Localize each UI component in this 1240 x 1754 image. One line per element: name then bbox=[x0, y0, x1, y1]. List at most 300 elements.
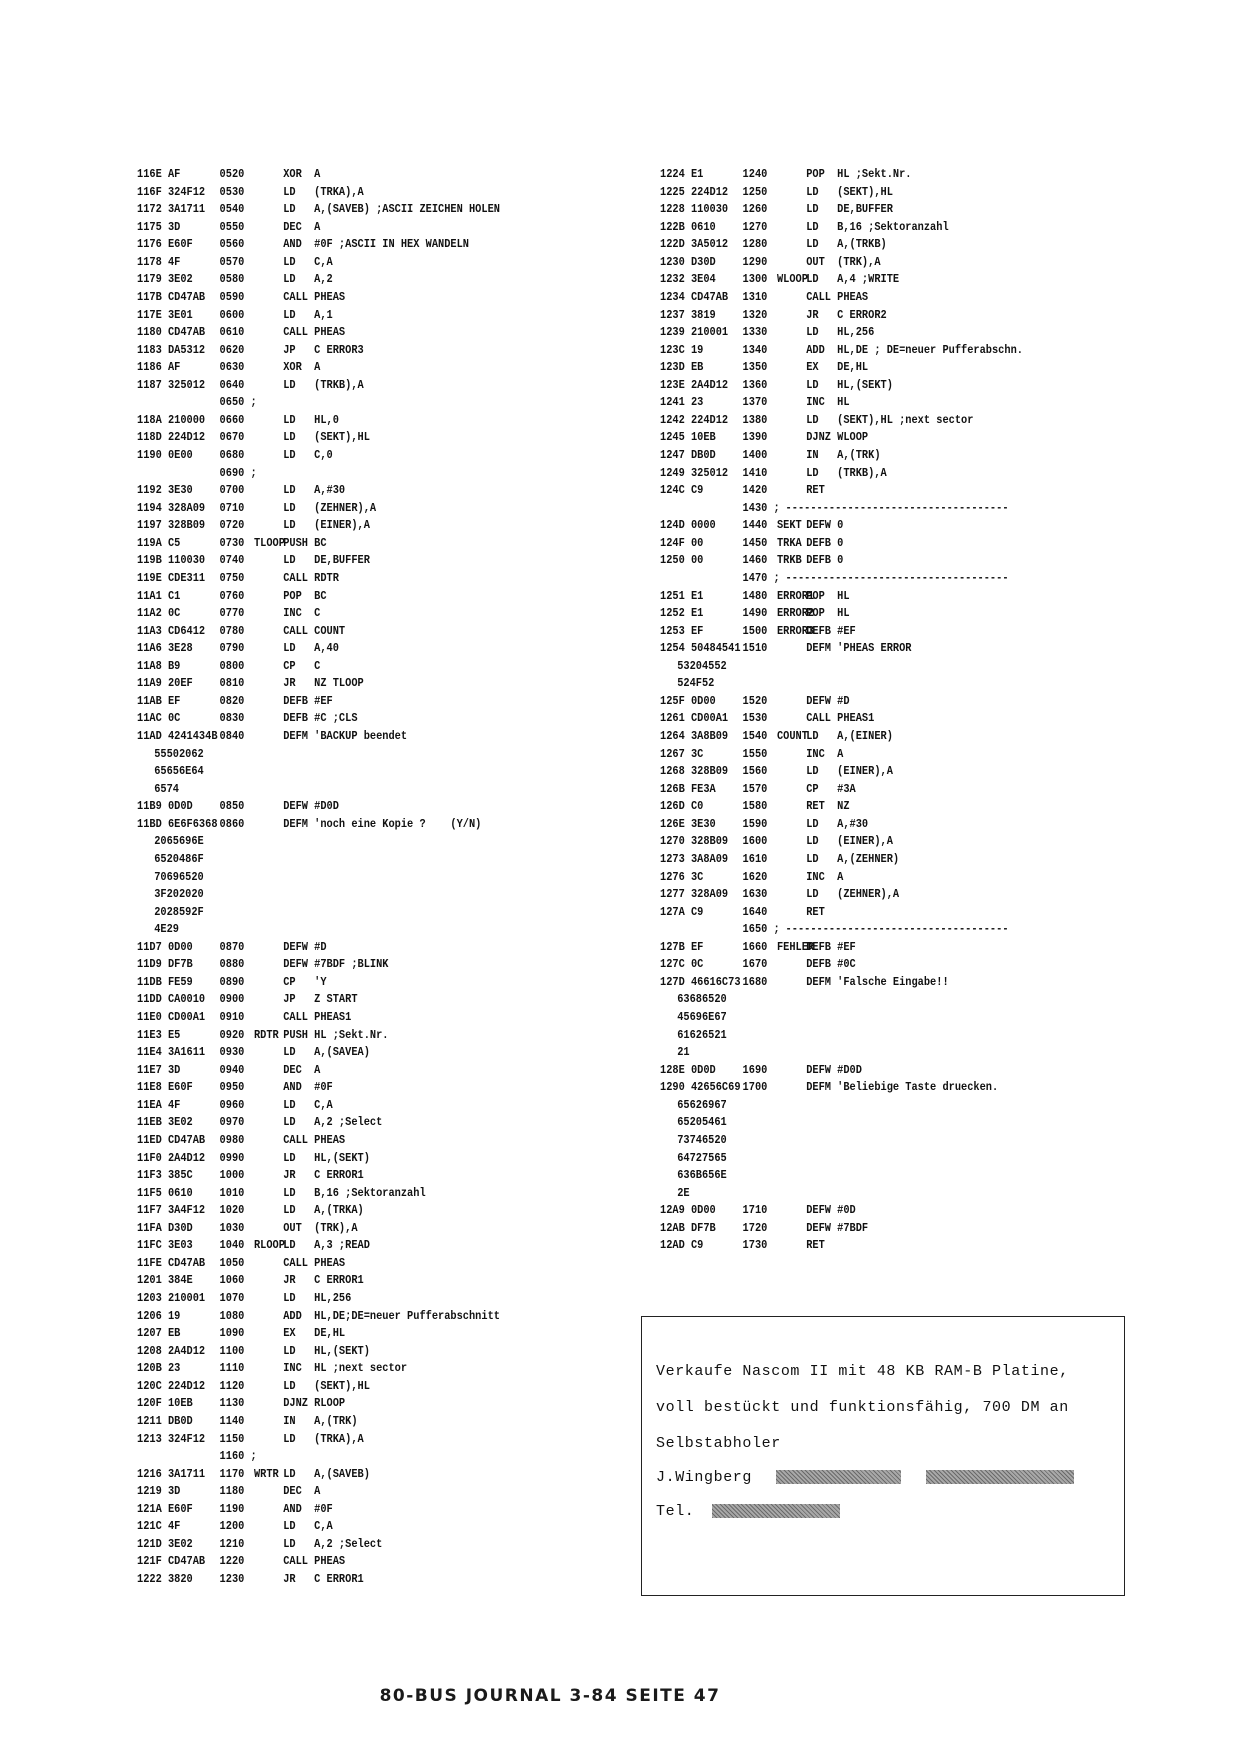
object-code: 11A2 0C bbox=[137, 606, 181, 621]
instruction: POP BC bbox=[283, 588, 327, 603]
object-code: 1268 328B09 bbox=[660, 764, 729, 779]
instruction: JR C ERROR1 bbox=[283, 1572, 364, 1586]
ad-line-3: Selbstabholer bbox=[656, 1435, 781, 1452]
line-number: 0850 bbox=[219, 799, 245, 814]
instruction: AND #0F ;ASCII IN HEX WANDELN bbox=[283, 237, 470, 252]
line-number: 1000 bbox=[219, 1168, 245, 1183]
line-number: 1640 bbox=[742, 904, 768, 919]
object-code-continuation: 21 bbox=[677, 1045, 690, 1060]
line-number: 0690 ; bbox=[219, 465, 257, 480]
instruction: XOR A bbox=[283, 360, 321, 375]
instruction: LD A,(EINER) bbox=[806, 729, 893, 743]
instruction: PUSH HL ;Sekt.Nr. bbox=[283, 1027, 389, 1042]
instruction: LD A,(SAVEA) bbox=[283, 1045, 370, 1060]
line-number: 0570 bbox=[219, 254, 245, 269]
instruction: DEFM 'noch eine Kopie ? (Y/N) bbox=[283, 816, 482, 831]
instruction: LD (EINER),A bbox=[806, 834, 893, 849]
object-code: 1241 23 bbox=[660, 395, 704, 410]
object-code: 121F CD47AB bbox=[137, 1554, 206, 1569]
instruction: POP HL ;Sekt.Nr. bbox=[806, 167, 912, 181]
line-number: 0660 bbox=[219, 412, 245, 427]
instruction: LD A,1 bbox=[283, 307, 333, 322]
instruction: CALL PHEAS1 bbox=[283, 1010, 352, 1024]
line-number: 0750 bbox=[219, 570, 245, 585]
instruction: DEFW #D bbox=[806, 693, 850, 708]
object-code: 11D9 DF7B bbox=[137, 957, 193, 972]
instruction: INC HL ;next sector bbox=[283, 1361, 408, 1376]
instruction: LD (TRKA),A bbox=[283, 184, 364, 199]
object-code: 11E8 E60F bbox=[137, 1080, 193, 1095]
line-number: 1420 bbox=[742, 483, 768, 498]
object-code: 11A3 CD6412 bbox=[137, 623, 206, 638]
instruction: AND #0F bbox=[283, 1080, 333, 1095]
instruction: IN A,(TRK) bbox=[283, 1413, 358, 1428]
object-code-continuation: 64727565 bbox=[677, 1150, 727, 1165]
line-number: 1700 bbox=[742, 1080, 768, 1095]
line-number: 1250 bbox=[742, 184, 768, 199]
object-code: 1186 AF bbox=[137, 360, 181, 375]
instruction: LD HL,(SEKT) bbox=[283, 1343, 370, 1358]
instruction: DEFM 'BACKUP beendet bbox=[283, 729, 408, 743]
instruction: DEFM 'PHEAS ERROR bbox=[806, 641, 912, 656]
line-number: 1730 bbox=[742, 1238, 768, 1253]
object-code: 11DD CA0010 bbox=[137, 992, 206, 1007]
line-number: 1080 bbox=[219, 1308, 245, 1323]
object-code: 1201 384E bbox=[137, 1273, 193, 1288]
ad-line-1: Verkaufe Nascom II mit 48 KB RAM-B Platine, bbox=[656, 1363, 1069, 1380]
object-code: 1219 3D bbox=[137, 1484, 181, 1499]
line-number: 0610 bbox=[219, 325, 245, 340]
object-code: 122B 0610 bbox=[660, 219, 716, 234]
instruction: LD A,4 ;WRITE bbox=[806, 272, 900, 287]
object-code: 1208 2A4D12 bbox=[137, 1343, 206, 1358]
object-code: 1237 3819 bbox=[660, 307, 716, 322]
line-number: 1520 bbox=[742, 693, 768, 708]
line-number: 1720 bbox=[742, 1220, 768, 1235]
object-code: 1190 0E00 bbox=[137, 448, 193, 462]
instruction: LD C,A bbox=[283, 254, 333, 269]
object-code: 1178 4F bbox=[137, 254, 181, 269]
instruction: CALL PHEAS1 bbox=[806, 711, 875, 726]
object-code: 120F 10EB bbox=[137, 1396, 193, 1411]
object-code: 1194 328A09 bbox=[137, 500, 206, 515]
object-code-continuation: 3F202020 bbox=[154, 887, 204, 902]
instruction: LD A,3 ;READ bbox=[283, 1238, 370, 1253]
line-number: 1130 bbox=[219, 1396, 245, 1411]
object-code: 1192 3E30 bbox=[137, 483, 193, 498]
object-code: 1270 328B09 bbox=[660, 834, 729, 849]
line-number: 1180 bbox=[219, 1484, 245, 1499]
instruction: DJNZ WLOOP bbox=[806, 430, 869, 445]
object-code: 123D EB bbox=[660, 360, 704, 375]
instruction: DEC A bbox=[283, 1484, 321, 1499]
object-code: 11FE CD47AB bbox=[137, 1255, 206, 1270]
object-code: 1179 3E02 bbox=[137, 272, 193, 287]
object-code: 11B9 0D0D bbox=[137, 799, 193, 814]
object-code: 1242 224D12 bbox=[660, 412, 729, 427]
line-number: 1170 bbox=[219, 1466, 245, 1481]
object-code: 127C 0C bbox=[660, 957, 704, 972]
line-number: 0720 bbox=[219, 518, 245, 533]
line-number: 1550 bbox=[742, 746, 768, 761]
instruction: LD B,16 ;Sektoranzahl bbox=[806, 219, 949, 234]
instruction: INC C bbox=[283, 606, 321, 621]
object-code: 1247 DB0D bbox=[660, 448, 716, 462]
ad-contact-name: J.Wingberg bbox=[656, 1469, 753, 1486]
instruction: LD (TRKB),A bbox=[283, 377, 364, 392]
line-number: 1330 bbox=[742, 325, 768, 340]
line-number: 0840 bbox=[219, 729, 245, 743]
line-number: 0540 bbox=[219, 202, 245, 217]
line-number: 0560 bbox=[219, 237, 245, 252]
line-number: 0920 bbox=[219, 1027, 245, 1042]
line-number: 1410 bbox=[742, 465, 768, 480]
instruction: DEFB #C ;CLS bbox=[283, 711, 358, 726]
object-code: 121A E60F bbox=[137, 1501, 193, 1516]
object-code: 11A9 20EF bbox=[137, 676, 193, 691]
instruction: LD (SEKT),HL bbox=[806, 184, 893, 199]
line-number: 0640 bbox=[219, 377, 245, 392]
object-code: 128E 0D0D bbox=[660, 1062, 716, 1077]
line-number: 1300 bbox=[742, 272, 768, 287]
object-code: 1225 224D12 bbox=[660, 184, 729, 199]
object-code: 1251 E1 bbox=[660, 588, 704, 603]
separator-rule: ------------------------------------ bbox=[785, 922, 1009, 937]
instruction: DEFW #7BDF ;BLINK bbox=[283, 957, 389, 972]
instruction: DEFW #0D bbox=[806, 1203, 856, 1218]
line-number: 1580 bbox=[742, 799, 768, 814]
line-number: 0960 bbox=[219, 1097, 245, 1112]
line-number: 1160 ; bbox=[219, 1449, 257, 1464]
line-number: 1620 bbox=[742, 869, 768, 884]
line-number: 1440 bbox=[742, 518, 768, 533]
line-number: 0790 bbox=[219, 641, 245, 656]
object-code: 127A C9 bbox=[660, 904, 704, 919]
object-code: 11FC 3E03 bbox=[137, 1238, 193, 1253]
classified-ad-box bbox=[641, 1316, 1125, 1596]
instruction: LD (ZEHNER),A bbox=[283, 500, 377, 515]
object-code: 124D 0000 bbox=[660, 518, 716, 533]
object-code: 121C 4F bbox=[137, 1519, 181, 1534]
label: TRKB bbox=[776, 553, 802, 568]
instruction: INC A bbox=[806, 869, 844, 884]
instruction: DEFM 'Beliebige Taste druecken. bbox=[806, 1080, 999, 1095]
instruction: LD (TRKB),A bbox=[806, 465, 887, 480]
line-number: 1360 bbox=[742, 377, 768, 392]
instruction: ADD HL,DE ; DE=neuer Pufferabschn. bbox=[806, 342, 1023, 357]
instruction: EX DE,HL bbox=[806, 360, 869, 375]
line-number: 1710 bbox=[742, 1203, 768, 1218]
instruction: LD HL,(SEKT) bbox=[806, 377, 893, 392]
instruction: DEFB #EF bbox=[806, 623, 856, 638]
instruction: LD (EINER),A bbox=[806, 764, 893, 779]
line-number: 1090 bbox=[219, 1326, 245, 1341]
object-code-continuation: 55502062 bbox=[154, 746, 204, 761]
object-code: 12AD C9 bbox=[660, 1238, 704, 1253]
object-code: 11BD 6E6F6368 bbox=[137, 816, 218, 831]
object-code: 11D7 0D00 bbox=[137, 939, 193, 954]
instruction: LD HL,256 bbox=[283, 1291, 352, 1305]
object-code: 1180 CD47AB bbox=[137, 325, 206, 340]
instruction: DEFB #0C bbox=[806, 957, 856, 972]
object-code: 124C C9 bbox=[660, 483, 704, 498]
instruction: JP Z START bbox=[283, 992, 358, 1007]
object-code: 119B 110030 bbox=[137, 553, 206, 568]
object-code: 1175 3D bbox=[137, 219, 181, 234]
line-number: 0820 bbox=[219, 693, 245, 708]
object-code: 1222 3820 bbox=[137, 1572, 193, 1586]
line-number: 1570 bbox=[742, 781, 768, 796]
instruction: DEFW #7BDF bbox=[806, 1220, 869, 1235]
object-code: 1207 EB bbox=[137, 1326, 181, 1341]
line-number: 1680 bbox=[742, 974, 768, 989]
line-number: 1270 bbox=[742, 219, 768, 234]
object-code: 1187 325012 bbox=[137, 377, 206, 392]
object-code: 1213 324F12 bbox=[137, 1431, 206, 1446]
instruction: DEFW 0 bbox=[806, 518, 844, 533]
instruction: LD B,16 ;Sektoranzahl bbox=[283, 1185, 426, 1200]
line-number: 0520 bbox=[219, 167, 245, 181]
object-code-continuation: 4E29 bbox=[154, 922, 179, 937]
line-number: 1010 bbox=[219, 1185, 245, 1200]
instruction: JR C ERROR1 bbox=[283, 1168, 364, 1183]
object-code: 1232 3E04 bbox=[660, 272, 716, 287]
instruction: LD (EINER),A bbox=[283, 518, 370, 533]
line-number: 0630 bbox=[219, 360, 245, 375]
line-number: 1500 bbox=[742, 623, 768, 638]
object-code: 126B FE3A bbox=[660, 781, 716, 796]
line-number: 0680 bbox=[219, 448, 245, 462]
line-number: 0770 bbox=[219, 606, 245, 621]
instruction: LD A,2 ;Select bbox=[283, 1536, 383, 1551]
instruction: CALL PHEAS bbox=[283, 325, 346, 340]
line-number: 0800 bbox=[219, 658, 245, 673]
instruction: CALL COUNT bbox=[283, 623, 346, 638]
object-code: 1267 3C bbox=[660, 746, 704, 761]
line-number: 1460 bbox=[742, 553, 768, 568]
object-code: 11AC 0C bbox=[137, 711, 181, 726]
instruction: LD A,(SAVEB) bbox=[283, 1466, 370, 1481]
instruction: DJNZ RLOOP bbox=[283, 1396, 346, 1411]
object-code: 1224 E1 bbox=[660, 167, 704, 181]
line-number: 0780 bbox=[219, 623, 245, 638]
instruction: DEFW #D0D bbox=[283, 799, 339, 814]
instruction: OUT (TRK),A bbox=[283, 1220, 358, 1235]
object-code-continuation: 6574 bbox=[154, 781, 179, 796]
instruction: DEC A bbox=[283, 1062, 321, 1077]
line-number: 1040 bbox=[219, 1238, 245, 1253]
line-number: 0990 bbox=[219, 1150, 245, 1165]
instruction: INC A bbox=[806, 746, 844, 761]
instruction: LD A,(TRKB) bbox=[806, 237, 887, 252]
line-number: 1650 ; bbox=[742, 922, 780, 937]
instruction: CALL PHEAS bbox=[283, 1132, 346, 1147]
object-code-continuation: 2E bbox=[677, 1185, 690, 1200]
object-code: 120C 224D12 bbox=[137, 1378, 206, 1393]
label: ERROR3 bbox=[776, 623, 815, 638]
object-code: 1290 42656C69 bbox=[660, 1080, 741, 1095]
instruction: DEC A bbox=[283, 219, 321, 234]
instruction: RET bbox=[806, 483, 825, 498]
object-code-continuation: 65205461 bbox=[677, 1115, 727, 1130]
object-code: 1252 E1 bbox=[660, 606, 704, 621]
object-code: 1250 00 bbox=[660, 553, 704, 568]
instruction: EX DE,HL bbox=[283, 1326, 346, 1341]
page-footer: 80-BUS JOURNAL 3-84 SEITE 47 bbox=[379, 1686, 721, 1706]
line-number: 0650 ; bbox=[219, 395, 257, 410]
object-code: 1277 328A09 bbox=[660, 887, 729, 902]
line-number: 1320 bbox=[742, 307, 768, 322]
object-code: 1176 E60F bbox=[137, 237, 193, 252]
instruction: RET NZ bbox=[806, 799, 850, 814]
object-code-continuation: 45696E67 bbox=[677, 1010, 727, 1024]
redacted-phone-block bbox=[712, 1504, 840, 1518]
instruction: LD (SEKT),HL bbox=[283, 1378, 370, 1393]
object-code: 11E7 3D bbox=[137, 1062, 181, 1077]
object-code-continuation: 2028592F bbox=[154, 904, 204, 919]
line-number: 1150 bbox=[219, 1431, 245, 1446]
line-number: 1060 bbox=[219, 1273, 245, 1288]
line-number: 1610 bbox=[742, 851, 768, 866]
object-code: 1261 CD00A1 bbox=[660, 711, 729, 726]
object-code: 11F5 0610 bbox=[137, 1185, 193, 1200]
line-number: 1530 bbox=[742, 711, 768, 726]
line-number: 0760 bbox=[219, 588, 245, 603]
line-number: 1380 bbox=[742, 412, 768, 427]
line-number: 1140 bbox=[219, 1413, 245, 1428]
object-code: 12A9 0D00 bbox=[660, 1203, 716, 1218]
line-number: 1050 bbox=[219, 1255, 245, 1270]
object-code: 11A1 C1 bbox=[137, 588, 181, 603]
object-code-continuation: 63686520 bbox=[677, 992, 727, 1007]
object-code-continuation: 70696520 bbox=[154, 869, 204, 884]
object-code: 121D 3E02 bbox=[137, 1536, 193, 1551]
object-code: 1276 3C bbox=[660, 869, 704, 884]
line-number: 1310 bbox=[742, 289, 768, 304]
ad-line-2: voll bestückt und funktionsfähig, 700 DM an bbox=[656, 1399, 1069, 1416]
line-number: 1370 bbox=[742, 395, 768, 410]
object-code: 11F0 2A4D12 bbox=[137, 1150, 206, 1165]
instruction: LD A,2 bbox=[283, 272, 333, 287]
line-number: 1660 bbox=[742, 939, 768, 954]
line-number: 0700 bbox=[219, 483, 245, 498]
object-code-continuation: 6520486F bbox=[154, 851, 204, 866]
instruction: DEFW #D bbox=[283, 939, 327, 954]
line-number: 0860 bbox=[219, 816, 245, 831]
instruction: DEFW #D0D bbox=[806, 1062, 862, 1077]
line-number: 1220 bbox=[219, 1554, 245, 1569]
line-number: 1480 bbox=[742, 588, 768, 603]
line-number: 1070 bbox=[219, 1291, 245, 1305]
instruction: CALL PHEAS bbox=[806, 289, 869, 304]
line-number: 1510 bbox=[742, 641, 768, 656]
instruction: CALL PHEAS bbox=[283, 1554, 346, 1569]
instruction: LD HL,0 bbox=[283, 412, 339, 427]
line-number: 1100 bbox=[219, 1343, 245, 1358]
object-code: 123C 19 bbox=[660, 342, 704, 357]
line-number: 0900 bbox=[219, 992, 245, 1007]
line-number: 1590 bbox=[742, 816, 768, 831]
line-number: 1490 bbox=[742, 606, 768, 621]
instruction: LD C,A bbox=[283, 1519, 333, 1534]
instruction: LD HL,256 bbox=[806, 325, 875, 340]
instruction: LD DE,BUFFER bbox=[806, 202, 893, 217]
label: TRKA bbox=[776, 535, 802, 550]
label: ERROR2 bbox=[776, 606, 815, 621]
instruction: XOR A bbox=[283, 167, 321, 181]
label: RDTR bbox=[253, 1027, 279, 1042]
object-code: 1197 328B09 bbox=[137, 518, 206, 533]
line-number: 0940 bbox=[219, 1062, 245, 1077]
object-code: 127D 46616C73 bbox=[660, 974, 741, 989]
instruction: LD DE,BUFFER bbox=[283, 553, 370, 568]
instruction: LD (TRKA),A bbox=[283, 1431, 364, 1446]
object-code-continuation: 53204552 bbox=[677, 658, 727, 673]
line-number: 0910 bbox=[219, 1010, 245, 1024]
object-code: 1203 210001 bbox=[137, 1291, 206, 1305]
object-code: 11A8 B9 bbox=[137, 658, 181, 673]
object-code: 11F3 385C bbox=[137, 1168, 193, 1183]
line-number: 0670 bbox=[219, 430, 245, 445]
line-number: 1450 bbox=[742, 535, 768, 550]
line-number: 0890 bbox=[219, 974, 245, 989]
line-number: 1280 bbox=[742, 237, 768, 252]
line-number: 1350 bbox=[742, 360, 768, 375]
instruction: LD A,2 ;Select bbox=[283, 1115, 383, 1130]
object-code: 117B CD47AB bbox=[137, 289, 206, 304]
object-code-continuation: 524F52 bbox=[677, 676, 715, 691]
line-number: 0870 bbox=[219, 939, 245, 954]
object-code: 1228 110030 bbox=[660, 202, 729, 217]
instruction: LD (ZEHNER),A bbox=[806, 887, 900, 902]
object-code-continuation: 61626521 bbox=[677, 1027, 727, 1042]
line-number: 0950 bbox=[219, 1080, 245, 1095]
object-code: 11AB EF bbox=[137, 693, 181, 708]
line-number: 0810 bbox=[219, 676, 245, 691]
object-code: 125F 0D00 bbox=[660, 693, 716, 708]
object-code: 1206 19 bbox=[137, 1308, 181, 1323]
object-code-continuation: 65626967 bbox=[677, 1097, 727, 1112]
instruction: JR NZ TLOOP bbox=[283, 676, 364, 691]
ad-line-5-container bbox=[656, 1499, 840, 1525]
line-number: 1690 bbox=[742, 1062, 768, 1077]
line-number: 1020 bbox=[219, 1203, 245, 1218]
object-code: 118A 210000 bbox=[137, 412, 206, 427]
object-code: 1230 D30D bbox=[660, 254, 716, 269]
line-number: 0590 bbox=[219, 289, 245, 304]
line-number: 1230 bbox=[219, 1572, 245, 1586]
instruction: LD HL,(SEKT) bbox=[283, 1150, 370, 1165]
instruction: CALL PHEAS bbox=[283, 289, 346, 304]
object-code: 119A C5 bbox=[137, 535, 181, 550]
line-number: 1470 ; bbox=[742, 570, 780, 585]
object-code: 1211 DB0D bbox=[137, 1413, 193, 1428]
line-number: 0980 bbox=[219, 1132, 245, 1147]
object-code: 1216 3A1711 bbox=[137, 1466, 206, 1481]
line-number: 1390 bbox=[742, 430, 768, 445]
label: COUNT bbox=[776, 729, 808, 743]
object-code: 120B 23 bbox=[137, 1361, 181, 1376]
instruction: CP C bbox=[283, 658, 321, 673]
instruction: RET bbox=[806, 904, 825, 919]
instruction: DEFB 0 bbox=[806, 553, 844, 568]
instruction: JP C ERROR3 bbox=[283, 342, 364, 357]
line-number: 1190 bbox=[219, 1501, 245, 1516]
object-code: 11E3 E5 bbox=[137, 1027, 181, 1042]
instruction: LD A,#30 bbox=[283, 483, 346, 498]
instruction: DEFB #EF bbox=[806, 939, 856, 954]
label: ERROR1 bbox=[776, 588, 815, 603]
